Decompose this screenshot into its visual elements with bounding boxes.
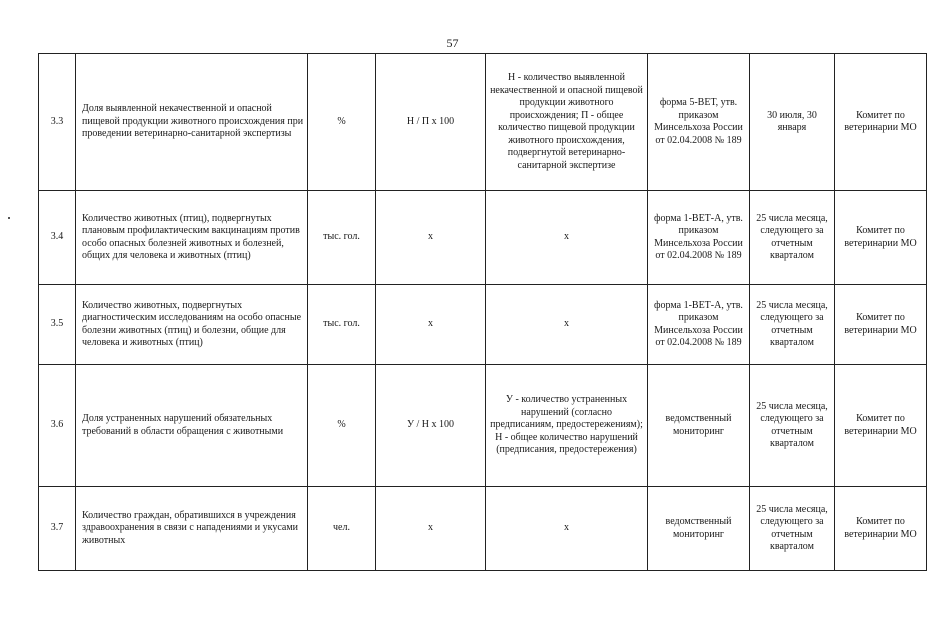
data-source: форма 1-ВЕТ-А, утв. приказом Минсельхоза России от 02.04.2008 № 189: [648, 285, 750, 365]
table-row: [39, 54, 927, 191]
definition: У - количество устраненных нарушений (согласно предписаниям, предостережениям); Н - общее количество нарушений (предписания, предостережения): [486, 365, 648, 487]
formula: х: [376, 487, 486, 571]
row-number: 3.4: [39, 191, 76, 285]
deadline: 25 числа месяца, следующего за отчетным кварталом: [750, 365, 835, 487]
deadline: 25 числа месяца, следующего за отчетным кварталом: [750, 285, 835, 365]
table-row: [39, 487, 927, 571]
indicator-name: Доля устраненных нарушений обязательных требований в области обращения с животными: [76, 365, 308, 487]
deadline: 25 числа месяца, следующего за отчетным кварталом: [750, 191, 835, 285]
row-number: 3.3: [39, 54, 76, 191]
data-source: ведомственный мониторинг: [648, 487, 750, 571]
definition: Н - количество выявленной некачественной и опасной пищевой продукции животного происхождения; П - общее количество пищевой продукции животного происхождения, подвергнутой ветеринарно-санитарной экспертизе: [486, 54, 648, 191]
definition: х: [486, 285, 648, 365]
row-number: 3.5: [39, 285, 76, 365]
responsible: Комитет по ветеринарии МО: [835, 54, 927, 191]
indicator-name: Доля выявленной некачественной и опасной пищевой продукции животного происхождения при проведении ветеринарно-санитарной экспертизы: [76, 54, 308, 191]
unit: тыс. гол.: [308, 285, 376, 365]
responsible: Комитет по ветеринарии МО: [835, 365, 927, 487]
responsible: Комитет по ветеринарии МО: [835, 191, 927, 285]
data-source: ведомственный мониторинг: [648, 365, 750, 487]
row-number: 3.7: [39, 487, 76, 571]
indicator-name: Количество животных (птиц), подвергнутых плановым профилактическим вакцинациям против особо опасных болезней животных и болезней, общих для человека и животных (птиц): [76, 191, 308, 285]
formula: х: [376, 191, 486, 285]
data-source: форма 1-ВЕТ-А, утв. приказом Минсельхоза России от 02.04.2008 № 189: [648, 191, 750, 285]
formula: У / Н х 100: [376, 365, 486, 487]
unit: %: [308, 54, 376, 191]
definition: х: [486, 191, 648, 285]
table-row: [39, 365, 927, 487]
deadline: 30 июля, 30 января: [750, 54, 835, 191]
formula: Н / П х 100: [376, 54, 486, 191]
table-row: [39, 285, 927, 365]
data-source: форма 5-ВЕТ, утв. приказом Минсельхоза России от 02.04.2008 № 189: [648, 54, 750, 191]
responsible: Комитет по ветеринарии МО: [835, 285, 927, 365]
formula: х: [376, 285, 486, 365]
definition: х: [486, 487, 648, 571]
indicator-name: Количество граждан, обратившихся в учреждения здравоохранения в связи с нападениями и укусами животных: [76, 487, 308, 571]
unit: тыс. гол.: [308, 191, 376, 285]
deadline: 25 числа месяца, следующего за отчетным кварталом: [750, 487, 835, 571]
row-number: 3.6: [39, 365, 76, 487]
table-row: [39, 191, 927, 285]
unit: %: [308, 365, 376, 487]
indicators-table: [38, 53, 927, 571]
unit: чел.: [308, 487, 376, 571]
responsible: Комитет по ветеринарии МО: [835, 487, 927, 571]
page-number: 57: [446, 36, 459, 50]
scan-artifact: [8, 217, 10, 219]
indicator-name: Количество животных, подвергнутых диагностическим исследованиям на особо опасные болезни животных (птиц) и болезни, общие для человека и животных (птиц): [76, 285, 308, 365]
